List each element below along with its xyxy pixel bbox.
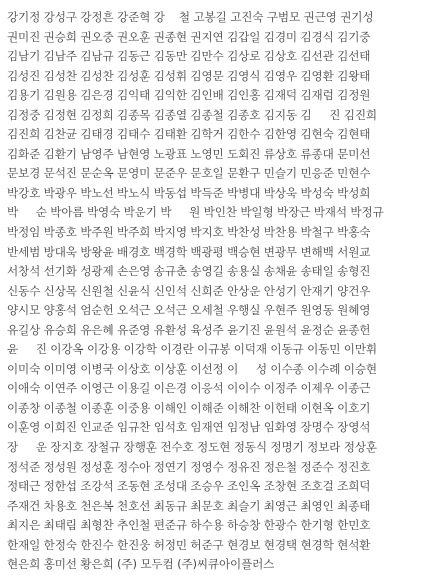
name-list-line: 김남기 김남주 김남규 김동근 김동만 김만수 김상로 김상호 김선관 김선태 <box>7 49 371 64</box>
name-list-line: 이애숙 이연주 이영근 이용길 이은경 이응석 이이수 이정주 이제우 이종근 <box>7 381 371 396</box>
name-list-line: 이종창 이종철 이종훈 이중용 이해인 이해준 이해찬 이헌태 이현옥 이호기 <box>7 400 371 415</box>
name-list-line: 김정중 김정현 김정희 김종목 김종열 김종철 김종호 김지동 김 진 김진희 <box>7 107 377 122</box>
name-list-line: 윤 진 이강옥 이강용 이강학 이경란 이규봉 이덕재 이동규 이동민 이만휘 <box>7 342 377 357</box>
name-list-line: 반세범 방대욱 방왕윤 배경호 백경학 백광평 백승현 변광무 변해백 서원교 <box>7 244 371 259</box>
name-list-line: 주재건 차용호 천은복 천호선 최동규 최문호 최슬기 최영근 최영인 최종태 <box>7 498 371 513</box>
name-list-line: 양시모 양홍석 엄순헌 오석근 오석근 오세철 우행실 우현주 원영동 원혜영 <box>7 303 371 318</box>
name-list-line: 유길상 유승희 유은혜 유준영 유환성 육성주 윤기진 윤원석 윤정순 윤종헌 <box>7 322 371 337</box>
name-list-line: 강기정 강성구 강정흔 강준혁 강 철 고봉길 고진숙 구범모 권근영 권기성 <box>7 10 374 24</box>
name-list-line: 이미숙 이미영 이병국 이상호 이상훈 이선정 이 성 이수종 이수례 이승현 <box>7 361 377 376</box>
name-list-line: 김용기 김원용 김은경 김익태 김익한 김인배 김인홍 김재덕 김재럼 김정원 <box>7 88 371 103</box>
name-list-line: 김진희 김찬균 김태경 김태수 김태환 김학거 김한수 김한영 김현숙 김현태 <box>7 127 371 142</box>
name-list-line: 박 순 박아름 박영숙 박운기 박 원 박인찬 박일형 박장근 박재석 박정규 <box>7 205 384 220</box>
name-list-line: 박강호 박광우 박노선 박노식 박동섭 박득준 박병대 박상욱 박성숙 박성희 <box>7 185 371 200</box>
name-list-line: 김화준 김환기 남영주 남현영 노광표 노영민 도회진 류상호 류종대 문미선 <box>7 146 371 161</box>
name-list-line: 정석준 정성원 정성훈 정수아 정연기 정영수 정유진 정은철 정준수 정진호 <box>7 459 371 474</box>
name-list-line: 최지은 최태림 최형찬 추인철 편준규 하수용 하승창 한광수 한기형 한민호 <box>7 518 371 533</box>
name-list-line: 현은희 홍미선 황은희 (주) 모두컴 (주)씨큐아이플러스 <box>7 557 275 572</box>
name-list-line: 장 운 장지호 장철규 장행훈 전수호 정도현 정동식 정명기 정보라 정상훈 <box>7 440 377 455</box>
name-list-line: 권미진 권승희 권오중 권오훈 권종현 권지연 김갑일 김경미 김경식 김기중 <box>7 29 371 44</box>
name-list <box>7 8 427 575</box>
name-list-line: 이훈영 이희진 인교준 임규찬 임석호 임재연 임정남 임화영 장명수 장영석 <box>7 420 371 435</box>
name-list-line: 서창석 선기화 성광제 손은영 송규춘 송영길 송용실 송채윤 송태일 송형진 <box>7 264 371 279</box>
name-list-line: 한재일 한정숙 한진수 한진웅 허정민 허준구 현경보 현경택 현경학 현석환 <box>7 537 371 552</box>
name-list-line: 문보경 문석진 문순옥 문영미 문준우 문호일 문환구 민슬기 민응준 민현수 <box>7 166 371 181</box>
name-list-line: 정태근 정한섭 조강석 조동현 조성대 조승우 조인옥 조창현 조호걸 조희덕 <box>7 479 371 494</box>
name-list-line: 신동수 신상목 신원철 신윤식 신인석 신희준 안상운 안성기 안재기 양건우 <box>7 283 371 298</box>
name-list-line: 박정임 박종호 박주원 박주희 박지영 박지호 박찬성 박찬용 박철구 박홍숙 <box>7 225 371 240</box>
name-list-line: 김성진 김성찬 김성찬 김성훈 김성휘 김영문 김영식 김영우 김영환 김왕태 <box>7 68 371 83</box>
